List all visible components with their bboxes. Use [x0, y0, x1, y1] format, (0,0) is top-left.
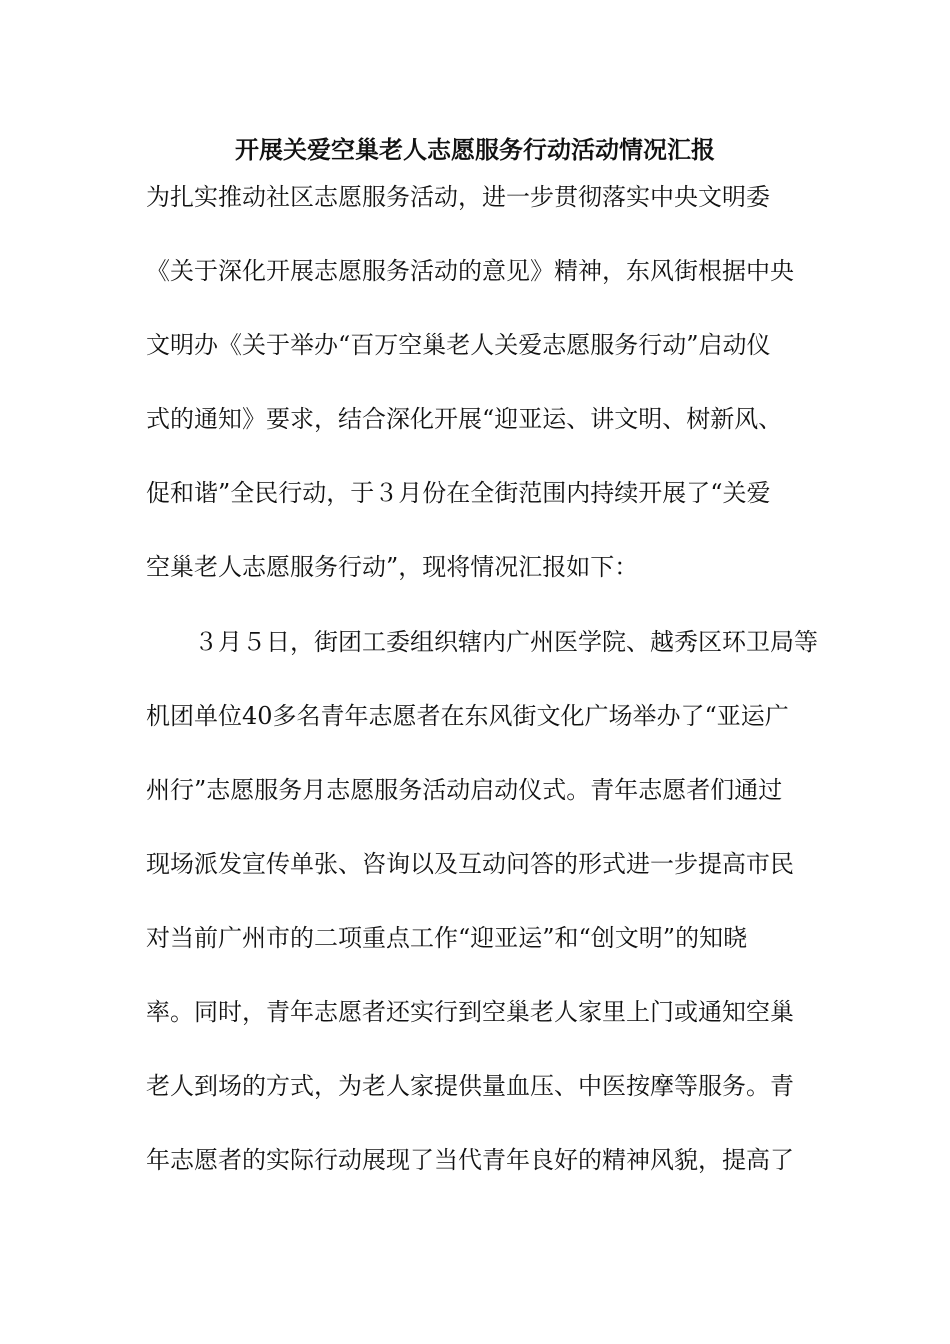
paragraph-line: 机团单位40多名青年志愿者在东风街文化广场举办了“亚运广: [146, 702, 789, 730]
paragraph-line: 老人到场的方式，为老人家提供量血压、中医按摩等服务。青: [146, 1072, 794, 1100]
paragraph-line: 促和谐”全民行动，于３月份在全街范围内持续开展了“关爱: [146, 479, 771, 507]
paragraph-line: 现场派发宣传单张、咨询以及互动问答的形式进一步提高市民: [146, 850, 794, 878]
paragraph-line: 率。同时，青年志愿者还实行到空巢老人家里上门或通知空巢: [146, 998, 794, 1026]
paragraph-line: 为扎实推动社区志愿服务活动，进一步贯彻落实中央文明委: [146, 183, 770, 211]
paragraph-line: 文明办《关于举办“百万空巢老人关爱志愿服务行动”启动仪: [146, 331, 771, 359]
paragraph-line: 《关于深化开展志愿服务活动的意见》精神，东风街根据中央: [146, 257, 794, 285]
paragraph-line: 式的通知》要求，结合深化开展“迎亚运、讲文明、树新风、: [146, 405, 783, 433]
paragraph-line: 年志愿者的实际行动展现了当代青年良好的精神风貌，提高了: [146, 1146, 794, 1174]
paragraph-line: ３月５日，街团工委组织辖内广州医学院、越秀区环卫局等: [146, 628, 818, 656]
paragraph-line: 州行”志愿服务月志愿服务活动启动仪式。青年志愿者们通过: [146, 776, 783, 804]
paragraph-line: 对当前广州市的二项重点工作“迎亚运”和“创文明”的知晓: [146, 924, 748, 952]
paragraph-march-5: [146, 625, 818, 1217]
document-title: 开展关爱空巢老人志愿服务行动活动情况汇报: [235, 135, 715, 164]
paragraph-line: 空巢老人志愿服务行动”，现将情况汇报如下：: [146, 553, 639, 581]
paragraph-intro: [146, 180, 806, 624]
